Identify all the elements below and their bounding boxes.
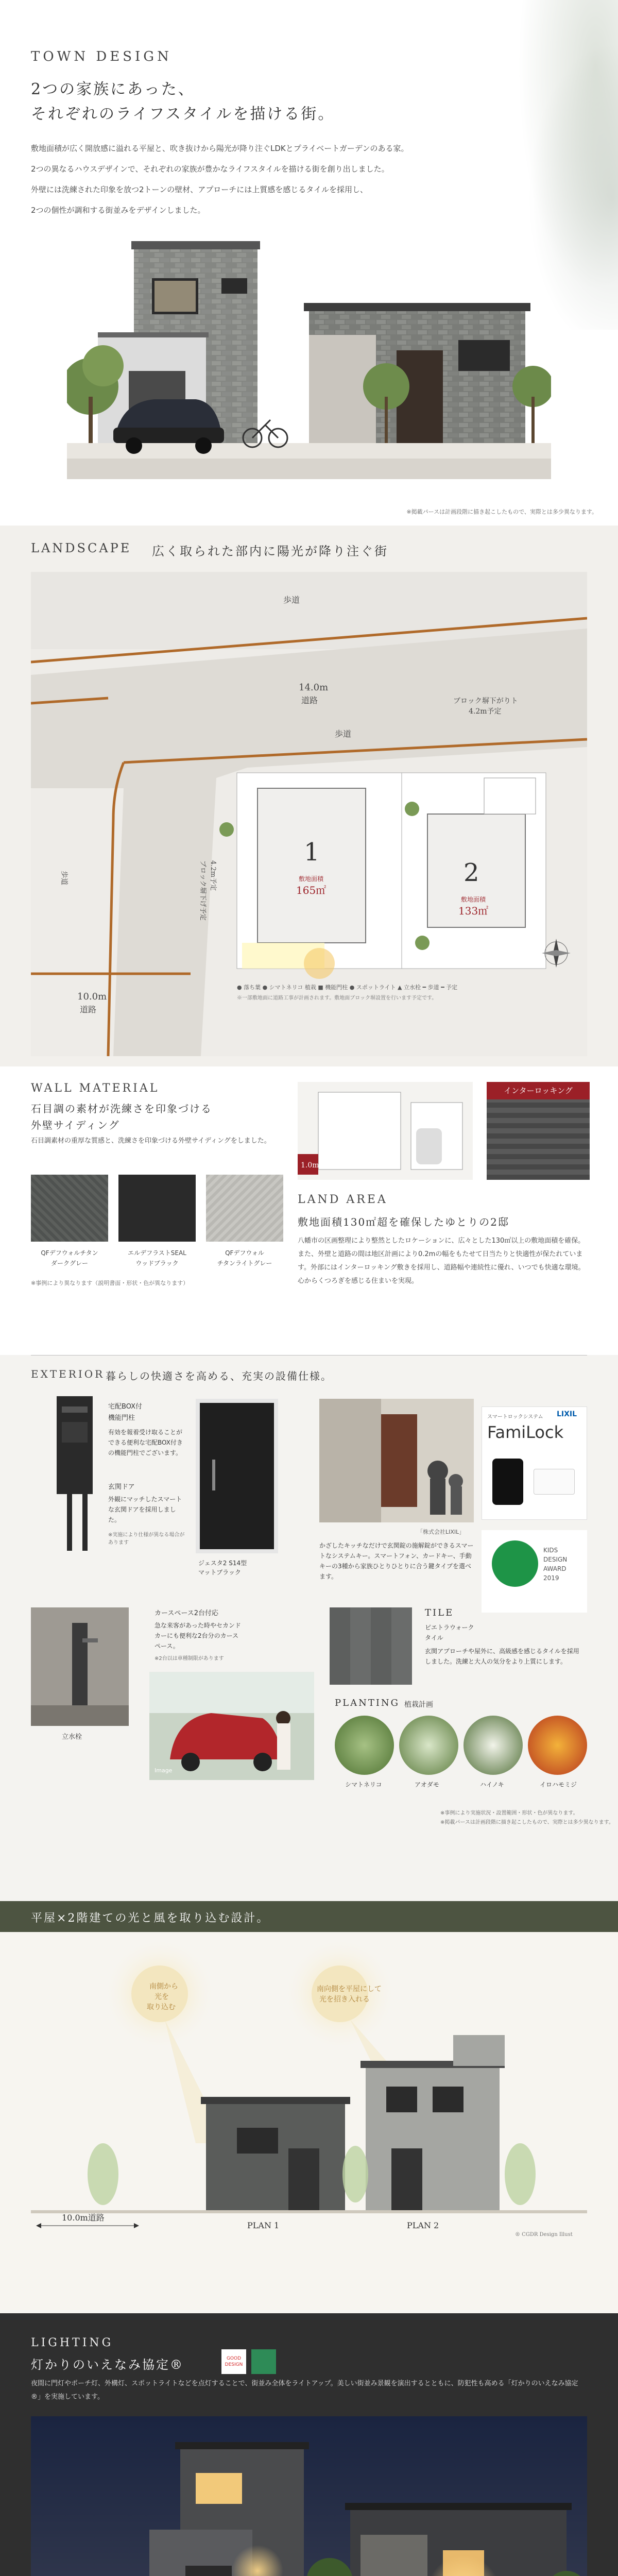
post-title (108, 1401, 142, 1424)
card-key-icon (534, 1469, 575, 1495)
swatch-caption (206, 1248, 283, 1268)
plans-section (0, 1901, 618, 2313)
road-label: 歩道 (283, 595, 300, 605)
body-text (31, 138, 409, 221)
award-text (543, 1546, 567, 1583)
bubble-text: 南向側を平屋にして (317, 1985, 382, 1993)
night-rendering (31, 2416, 587, 2576)
door-caption-line: ジェスタ2 S14型 (198, 1560, 247, 1567)
plant-label: イロハモミジ (540, 1781, 577, 1788)
door-caption-line: マットブラック (198, 1569, 241, 1576)
door-title: 玄関ドア (108, 1483, 135, 1491)
body-line: 2つの個性が調和する街並みをデザインしました。 (31, 206, 205, 215)
door-desc: 外観にマッチしたスマートな玄関ドアを採用しました。 (108, 1496, 182, 1523)
bubble-text: 光を招き入れる (319, 1995, 370, 2004)
bubble-text: 光を (154, 1993, 169, 2001)
headline-line: 石目調の素材が洗練さを印象づける (31, 1103, 212, 1115)
mini-plan (298, 1082, 473, 1180)
section-title: LIGHTING (31, 2336, 114, 2349)
car-photo (149, 1672, 314, 1780)
entrance-photo (319, 1399, 474, 1522)
good-design-line: DESIGN (225, 2362, 243, 2367)
lixil-caption: 「株式会社LIXIL」 (417, 1529, 465, 1535)
car-desc: 急な来客があった時やセカンドカーにも便利な2台分のカースペース。 (154, 1622, 241, 1650)
section-subtitle: 暮らしの快適さを高める、充実の設備仕様。 (106, 1370, 332, 1382)
wall-land-section (0, 1066, 618, 1355)
left-road-note: 4.2m予定 (209, 860, 217, 891)
lot-area: 165㎡ (296, 884, 327, 896)
block-note: ブロック塀下がりト (453, 697, 518, 705)
post-desc: 有効を報着受け取ることができる便利な宅配BOX付きの機能門柱でございます。 (108, 1429, 183, 1456)
plant-label: シマトネリコ (345, 1781, 382, 1788)
tile-image (330, 1607, 412, 1685)
disclaimer-note: ※掲載パースは計画段階に描き起こしたもので、実際とは多少異なります。 (406, 509, 597, 515)
lot-number: 2 (464, 858, 479, 887)
lot-area-label: 敷地面積 (461, 896, 486, 903)
plant-photo (335, 1716, 394, 1775)
headline: 敷地面積130㎡超を確保したゆとりの2邸 (298, 1216, 509, 1228)
map-legend: ● 落ち葉 ● シマトネリコ 植栽 ■ 機能門柱 ● スポットライト ▲ 立水栓 ━ 歩道 ━ 予定 (237, 984, 458, 991)
lot-area-label: 敷地面積 (299, 875, 324, 883)
map-note: ※一部敷地面に道路工事が計画されます。敷地面ブロック塀設置を行います予定です。 (237, 995, 437, 1001)
walk-label: 歩道 (60, 871, 68, 885)
swatch-caption-line: QFデフウォル (225, 1249, 264, 1257)
body-line: 2つの異なるハウスデザインで、それぞれの家族が豊かなライフスタイルを描ける街を創り出しました。 (31, 164, 389, 174)
swatch-caption-line: ダークグレー (50, 1260, 88, 1267)
association-badge (251, 2349, 276, 2374)
award-text-line: AWARD (543, 1565, 566, 1572)
planting-sub: 植栽計画 (404, 1701, 433, 1709)
road-width-label: 10.0m (77, 991, 107, 1002)
section-title: EXTERIOR (31, 1368, 105, 1380)
car-note: ※2台以は車種制限があります (154, 1656, 224, 1662)
swatch-caption-line: エルデフラストSEAL (128, 1249, 186, 1257)
bubble-text: 南側から (149, 1982, 178, 1991)
good-design-line: GOOD (226, 2356, 242, 2361)
plant-label: アオダモ (415, 1781, 439, 1788)
award-text-line: DESIGN (543, 1556, 568, 1563)
familock-small: スマートロックシステム (487, 1414, 543, 1420)
faucet-caption: 立水栓 (62, 1733, 82, 1741)
description: 夜間に門灯やポーチ灯、外構灯、スポットライトなどを点灯することで、街並み全体をライトアップ。美しい街並み景観を演出するとともに、防犯性も高める「灯かりのいえなみ協定®」を実施しています。 (31, 2380, 578, 2401)
door-image (196, 1399, 278, 1553)
lixil-logo: LIXIL (557, 1410, 577, 1418)
copyright: ® CGDR Design Illust (515, 2232, 573, 2238)
exterior-section (0, 1355, 618, 1901)
door-handle (212, 1460, 215, 1490)
plant-photo (399, 1716, 458, 1775)
headline: 灯かりのいえなみ協定® (31, 2358, 184, 2372)
post-title-line: 宅配BOX付 (108, 1403, 142, 1411)
smartphone-icon (492, 1459, 523, 1505)
award-text-line: KIDS (543, 1547, 558, 1554)
award-logo-icon (492, 1540, 538, 1587)
award-text-line: 2019 (543, 1574, 559, 1582)
section-title: 平屋×2階建ての光と風を取り込む設計。 (31, 1912, 270, 1925)
bubble-text: 取り込む (147, 2003, 176, 2011)
familock-card (482, 1406, 587, 1520)
plant-note: ※掲載パースは計画段階に描き起こしたもので、実際とは多少異なります。 (440, 1820, 614, 1825)
image-label: Image (154, 1767, 173, 1774)
kids-design-award (482, 1530, 587, 1613)
headline-line: 外壁サイディング (31, 1119, 120, 1131)
left-road-note: ブロック塀下げ予定 (199, 860, 207, 921)
familock-logo: FamiLock (487, 1422, 564, 1442)
good-design-badge (221, 2349, 246, 2374)
planting-title: PLANTING (335, 1698, 400, 1708)
headline-line: 2つの家族にあった、 (31, 80, 195, 98)
tile-name: ピエトラウォーク (425, 1624, 474, 1631)
tile-title: TILE (425, 1607, 454, 1618)
plant-label: ハイノキ (480, 1781, 504, 1788)
mini-plan-label: 1.0m (301, 1161, 319, 1170)
plant-photo (528, 1716, 587, 1775)
section-subtitle: 広く取られた部内に陽光が降り注ぐ街 (152, 544, 388, 558)
swatch-wood-black (118, 1175, 196, 1242)
plan-label: PLAN 1 (247, 2221, 280, 2230)
swatch-caption (118, 1248, 196, 1268)
car-title: カースペース2台付応 (154, 1609, 218, 1617)
door-note: ※実施により仕様が異なる場合があります (108, 1532, 185, 1546)
plant-note: ※事例により実施状況・設置範囲・形状・色が異なります。 (440, 1810, 578, 1816)
interlock-image (487, 1099, 590, 1180)
headline-line: それぞれのライフスタイルを描ける街。 (31, 105, 335, 123)
body-line: 敷地面積が広く開放感に溢れる平屋と、吹き抜けから陽光が降り注ぐLDKとプライベートガーデンのある家。 (31, 144, 409, 153)
key-desc: かざしたキッチなだけで玄関錠の施解錠ができるスマートなシステムキー。スマートフォン、カードキー、手動キーの3種から家族ひとりひとりに合う鍵タイプを選べます。 (319, 1542, 474, 1580)
swatch-caption-line: チタンライトグレー (217, 1260, 272, 1267)
section-title: WALL MATERIAL (31, 1082, 160, 1095)
headline (31, 1100, 212, 1133)
road-label: 道路 (80, 1005, 97, 1014)
swatch-light-gray (206, 1175, 283, 1242)
block-note: 4.2m予定 (469, 707, 502, 716)
tile-sub: タイル (425, 1634, 443, 1641)
swatch-caption-line: ウッドブラック (135, 1260, 179, 1267)
town-design-section (0, 0, 618, 526)
plant-photo (464, 1716, 523, 1775)
post-image (46, 1396, 108, 1551)
town-rendering (67, 216, 551, 479)
plan-label: PLAN 2 (407, 2221, 439, 2230)
body-line: 外壁には洗練された印象を放つ2トーンの壁材、アプローチには上質感を感じるタイルを採用し、 (31, 185, 368, 194)
lot-area: 133㎡ (458, 905, 489, 917)
tile-desc: 玄関アプローチや屋外に、高級感を感じるタイルを採用しました。洗練と大人の気分をより上質にします。 (425, 1648, 579, 1665)
road-label: 10.0m道路 (62, 2213, 105, 2223)
site-map (31, 572, 587, 1056)
interlock-tag: インターロッキング (487, 1082, 590, 1099)
headline (31, 77, 335, 127)
swatch-caption (31, 1248, 108, 1268)
plans-illustration (31, 1932, 587, 2282)
landscape-section (0, 526, 618, 1066)
road-width-label: 14.0m (299, 682, 329, 693)
description: 八幡市の区画整理により整然としたロケーションに、広々とした130㎡以上の敷地面積を確保。また、外壁と道路の間は地区計画により0.2mの幅をもたせて日当たりと快適性が保たれています。外部にはインターロッキング敷きを採用し、道路幅や連続性に優れ、いつでも快適な環境。心からくつろぎを感じる住まいを実現。 (298, 1237, 585, 1285)
section-title: LANDSCAPE (31, 541, 132, 555)
door-caption (198, 1558, 247, 1577)
note: ※事例により異なります（説明書面・形状・色が異なります） (31, 1280, 189, 1286)
post-title-line: 機能門柱 (108, 1414, 135, 1422)
section-title: LAND AREA (298, 1193, 388, 1206)
faucet-photo (31, 1607, 129, 1726)
walk-label: 歩道 (335, 729, 352, 739)
description: 石目調素材の重厚な質感と、洗練さを印象づける外壁サイディングをしました。 (31, 1137, 271, 1145)
swatch-dark-gray (31, 1175, 108, 1242)
lot-number: 1 (304, 838, 320, 867)
section-title: TOWN DESIGN (31, 49, 172, 64)
swatch-caption-line: QFデフウォルチタン (41, 1249, 98, 1257)
road-label: 道路 (301, 696, 318, 705)
lighting-section (0, 2313, 618, 2576)
